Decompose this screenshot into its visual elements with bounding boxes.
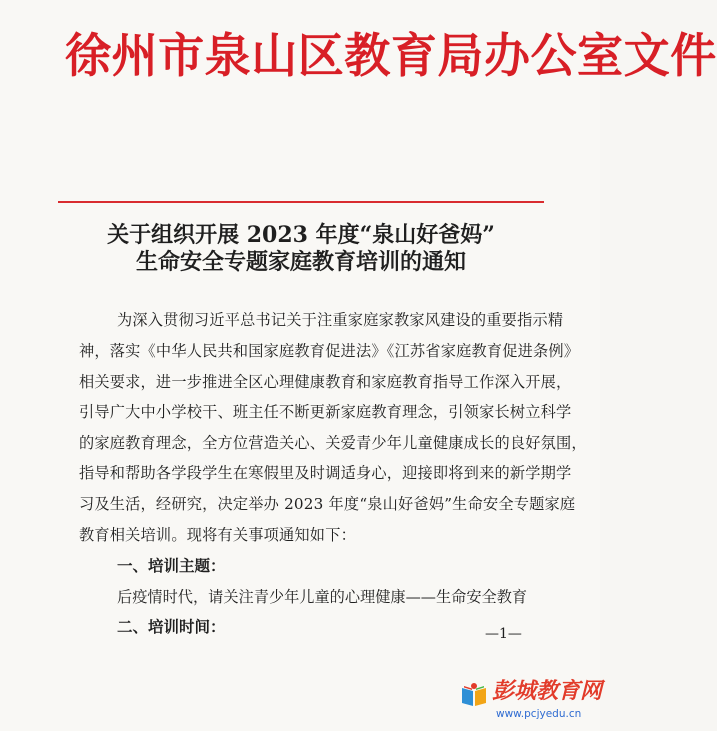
book-logo-icon: [460, 682, 488, 708]
paragraph-line: 习及生活，经研究，决定举办 2023 年度“泉山好爸妈”生命安全专题家庭: [79, 495, 576, 513]
paragraph-line: 指导和帮助各学段学生在寒假里及时调适身心，迎接即将到来的新学期学: [79, 464, 572, 482]
paragraph-line: 教育相关培训。现将有关事项通知如下：: [79, 526, 356, 544]
paragraph-line: 为深入贯彻习近平总书记关于注重家庭家教家风建设的重要指示精: [117, 311, 564, 329]
paragraph-line: 神，落实《中华人民共和国家庭教育促进法》《江苏省家庭教育促进条例》: [79, 342, 580, 360]
letterhead-title: 徐州市泉山区教育局办公室文件: [65, 29, 717, 84]
document-title-line-1: 关于组织开展 2023 年度“泉山好爸妈”: [107, 222, 495, 248]
section-2-heading: 二、培训时间：: [117, 617, 226, 636]
document-title-line-2: 生命安全专题家庭教育培训的通知: [135, 249, 466, 275]
section-1-heading: 一、培训主题：: [117, 556, 226, 575]
watermark-site-name: 彭城教育网: [492, 679, 603, 704]
paragraph-line: 相关要求，进一步推进全区心理健康教育和家庭教育指导工作深入开展，: [79, 373, 572, 391]
page-number: —1—: [485, 626, 522, 642]
paragraph-line: 的家庭教育理念，全方位营造关心、关爱青少年儿童健康成长的良好氛围，: [79, 434, 587, 452]
red-divider-line: [58, 201, 544, 203]
section-1-body: 后疫情时代，请关注青少年儿童的心理健康——生命安全教育: [117, 588, 528, 606]
paragraph-line: 引导广大中小学校干、班主任不断更新家庭教育理念，引领家长树立科学: [79, 403, 572, 421]
watermark: [456, 678, 603, 726]
watermark-url: www.pcjyedu.cn: [496, 708, 582, 720]
